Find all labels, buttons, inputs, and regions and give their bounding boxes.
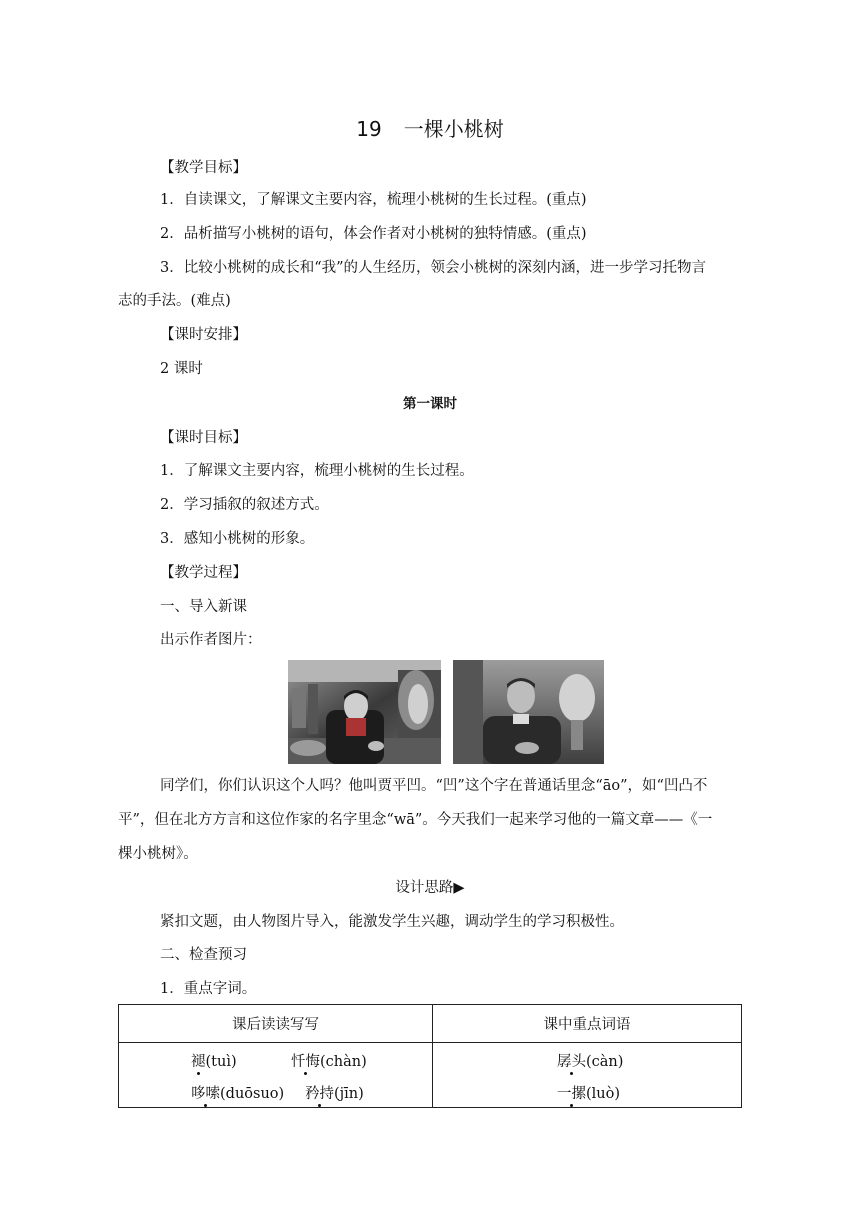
table-header-row [119, 1005, 742, 1043]
schedule-heading: 【课时安排】 [160, 327, 247, 343]
key-words-label: 1．重点字词。 [160, 981, 257, 997]
lesson1-goal-3: 3．感知小桃树的形象。 [160, 531, 315, 547]
schedule-value: 2 课时 [160, 361, 203, 377]
word-entry [191, 1082, 284, 1103]
lesson1-goal-1: 1．了解课文主要内容，梳理小桃树的生长过程。 [160, 463, 474, 479]
intro-line-2: 平”，但在北方方言和这位作家的名字里念“wā”。今天我们一起来学习他的一篇文章——《一 [118, 812, 713, 828]
word: 忏悔 [291, 1050, 320, 1071]
table-header: 课中重点词语 [433, 1005, 742, 1043]
pinyin: (jīn) [334, 1086, 364, 1102]
pinyin: (duōsuo) [220, 1086, 285, 1102]
word: 一摞 [557, 1082, 586, 1103]
teaching-goals-heading: 【教学目标】 [160, 160, 247, 176]
pinyin: (càn) [586, 1054, 624, 1070]
teaching-goal-3: 3．比较小桃树的成长和“我”的人生经历，领会小桃树的深刻内涵，进一步学习托物言 [160, 260, 707, 276]
lesson-number: 19 [356, 117, 382, 141]
lesson-name: 一棵小桃树 [403, 117, 504, 141]
word-entry [291, 1050, 367, 1071]
table-header: 课后读读写写 [119, 1005, 433, 1043]
table-cell [119, 1043, 433, 1108]
word-entry [557, 1050, 623, 1071]
lesson1-goals-heading: 【课时目标】 [160, 430, 247, 446]
table-row [119, 1043, 742, 1108]
word-entry [305, 1082, 364, 1103]
section-2-heading: 二、检查预习 [160, 947, 247, 963]
pinyin: (chàn) [320, 1054, 367, 1070]
word: 褪 [191, 1050, 206, 1071]
process-heading: 【教学过程】 [160, 565, 247, 581]
word: 孱头 [557, 1050, 586, 1071]
lesson-title [0, 116, 860, 142]
word-entry [557, 1082, 620, 1103]
teaching-goal-2: 2．品析描写小桃树的语句，体会作者对小桃树的独特情感。(重点) [160, 226, 587, 242]
key-words-table [118, 1004, 742, 1108]
intro-line-3: 棵小桃树》。 [118, 846, 198, 862]
lesson1-goal-2: 2．学习插叙的叙述方式。 [160, 497, 329, 513]
table-cell [433, 1043, 742, 1108]
word: 矜持 [305, 1082, 334, 1103]
intro-line-1: 同学们，你们认识这个人吗？他叫贾平凹。“凹”这个字在普通话里念“āo”，如“凹凸不 [160, 778, 708, 794]
teaching-goal-1: 1．自读课文，了解课文主要内容，梳理小桃树的生长过程。(重点) [160, 192, 587, 208]
design-label: 设计思路▶ [395, 880, 465, 896]
author-photo-1 [288, 660, 441, 764]
show-photos-label: 出示作者图片： [160, 632, 262, 648]
pinyin: (tuì) [205, 1054, 237, 1070]
lesson1-title: 第一课时 [403, 396, 457, 412]
section-1-heading: 一、导入新课 [160, 599, 247, 615]
design-text: 紧扣文题，由人物图片导入，能激发学生兴趣，调动学生的学习积极性。 [160, 914, 624, 930]
pinyin: (luò) [586, 1086, 621, 1102]
word: 哆嗦 [191, 1082, 220, 1103]
author-photo-2 [453, 660, 604, 764]
word-entry [191, 1050, 237, 1071]
teaching-goal-3-cont: 志的手法。(难点) [118, 293, 231, 309]
